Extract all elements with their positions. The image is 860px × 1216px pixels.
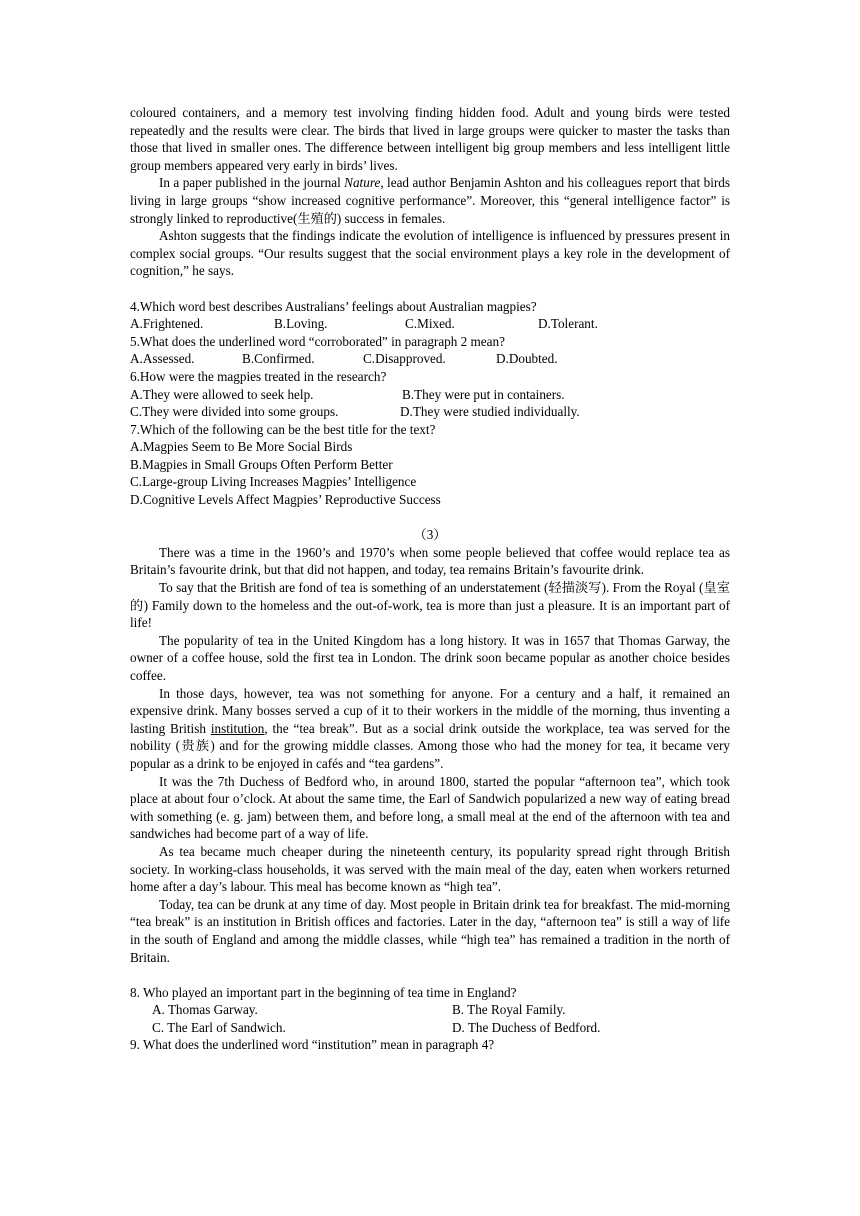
passage-paragraph: Today, tea can be drunk at any time of day. Most people in Britain drink tea for breakfast. The mid-morning “tea break” is an institution in British offices and factories. Later in the day, “afternoon tea” is still a way of life in the south of England and among the middle classes, while “high tea” has remained a tradition in the north of Britain.: [130, 896, 730, 965]
option: C.Mixed.: [405, 316, 455, 332]
passage-paragraph: There was a time in the 1960’s and 1970’s when some people believed that coffee would replace tea as Britain’s favourite drink, but that did not happen, and today, tea remains Britain’s favourite drink.: [130, 544, 730, 578]
passage-paragraph: Ashton suggests that the findings indicate the evolution of intelligence is influenced by pressures present in complex social groups. “Our results suggest that the social environment plays a key role in the development of cognition,” he says.: [130, 228, 730, 279]
option: B.Magpies in Small Groups Often Perform Better: [130, 456, 393, 472]
option: B.Loving.: [274, 316, 328, 332]
question-8: 8. Who played an important part in the beginning of tea time in England?: [130, 984, 517, 1000]
underlined-word: institution: [210, 720, 265, 736]
journal-name: Nature: [344, 175, 381, 191]
paragraph-text: In those days, however, tea was not something for anyone. For a century and a half, it remained an expensive drink. Many bosses served a cup of it to their workers in the middle of the morning, thus inventing a lasting British: [130, 685, 730, 736]
option: D. The Duchess of Bedford.: [452, 1019, 601, 1035]
option: C.Large-group Living Increases Magpies’ Intelligence: [130, 474, 417, 490]
option: C.Disapproved.: [363, 351, 446, 367]
question-5-options: [130, 350, 730, 368]
question-4: 4.Which word best describes Australians’ feelings about Australian magpies?: [130, 298, 537, 314]
option: D.Cognitive Levels Affect Magpies’ Reproductive Success: [130, 492, 441, 508]
option: D.Doubted.: [496, 351, 558, 367]
question-8-options: [130, 1001, 730, 1019]
section-heading: （3）: [413, 527, 447, 543]
option: D.Tolerant.: [538, 316, 598, 332]
option: D.They were studied individually.: [400, 404, 580, 420]
question-9: 9. What does the underlined word “institution” mean in paragraph 4?: [130, 1037, 495, 1053]
option: C.They were divided into some groups.: [130, 404, 339, 420]
option: B. The Royal Family.: [452, 1002, 566, 1018]
document-page: [130, 104, 730, 1054]
passage-paragraph: [130, 174, 730, 227]
option: A.They were allowed to seek help.: [130, 386, 314, 402]
option: A.Magpies Seem to Be More Social Birds: [130, 439, 353, 455]
question-6-options: [130, 403, 730, 421]
option: B.They were put in containers.: [402, 386, 565, 402]
question-5: 5.What does the underlined word “corroborated” in paragraph 2 mean?: [130, 333, 505, 349]
passage-paragraph: coloured containers, and a memory test involving finding hidden food. Adult and young birds were tested repeatedly and the results were clear. The birds that lived in large groups were quicker to master the tasks than those that lived in smaller ones. The difference between intelligent big group members and less intelligent little group members appeared very early in birds’ lives.: [130, 105, 730, 173]
option: C. The Earl of Sandwich.: [152, 1019, 286, 1035]
passage-paragraph: To say that the British are fond of tea is something of an understatement (轻描淡写). From the Royal (皇室的) Family down to the homeless and the out-of-work, tea is more than just a pleasure. It is an important part of life!: [130, 580, 730, 631]
question-6: 6.How were the magpies treated in the research?: [130, 368, 387, 384]
question-6-options: [130, 386, 730, 404]
question-8-options: [130, 1019, 730, 1037]
paragraph-text: , lead author Benjamin Ashton and his colleagues report that birds living in large groups “show increased cognitive performance”. Moreover, this “general intelligence factor” is strongly linked to reproductive(生殖的) success in females.: [130, 175, 730, 226]
option: A.Frightened.: [130, 316, 204, 332]
passage-paragraph: [130, 685, 730, 773]
option: B.Confirmed.: [242, 351, 315, 367]
option: A.Assessed.: [130, 351, 195, 367]
passage-paragraph: The popularity of tea in the United Kingdom has a long history. It was in 1657 that Thomas Garway, the owner of a coffee house, sold the first tea in London. The drink soon became popular as another choice besides coffee.: [130, 632, 730, 683]
question-4-options: [130, 315, 730, 333]
question-7: 7.Which of the following can be the best title for the text?: [130, 421, 436, 437]
paragraph-text: In a paper published in the journal: [159, 175, 345, 191]
paragraph-text: , the “tea break”. But as a social drink outside the workplace, tea was served for the nobility (贵族) and for the growing middle classes. Among those who had the money for tea, it became very popular as a drink to be enjoyed in cafés and “tea gardens”.: [130, 720, 730, 771]
option: A. Thomas Garway.: [152, 1002, 258, 1018]
passage-paragraph: As tea became much cheaper during the nineteenth century, its popularity spread right through British society. In working-class households, it was served with the main meal of the day, eaten when workers returned home after a day’s labour. This meal has become known as “high tea”.: [130, 843, 730, 895]
passage-paragraph: It was the 7th Duchess of Bedford who, in around 1800, started the popular “afternoon tea”, which took place at about four o’clock. At about the same time, the Earl of Sandwich popularized a new way of eating bread with something (e. g. jam) between them, and before long, a small meal at the end of the afternoon with tea and sandwiches had become part of a way of life.: [130, 773, 730, 842]
